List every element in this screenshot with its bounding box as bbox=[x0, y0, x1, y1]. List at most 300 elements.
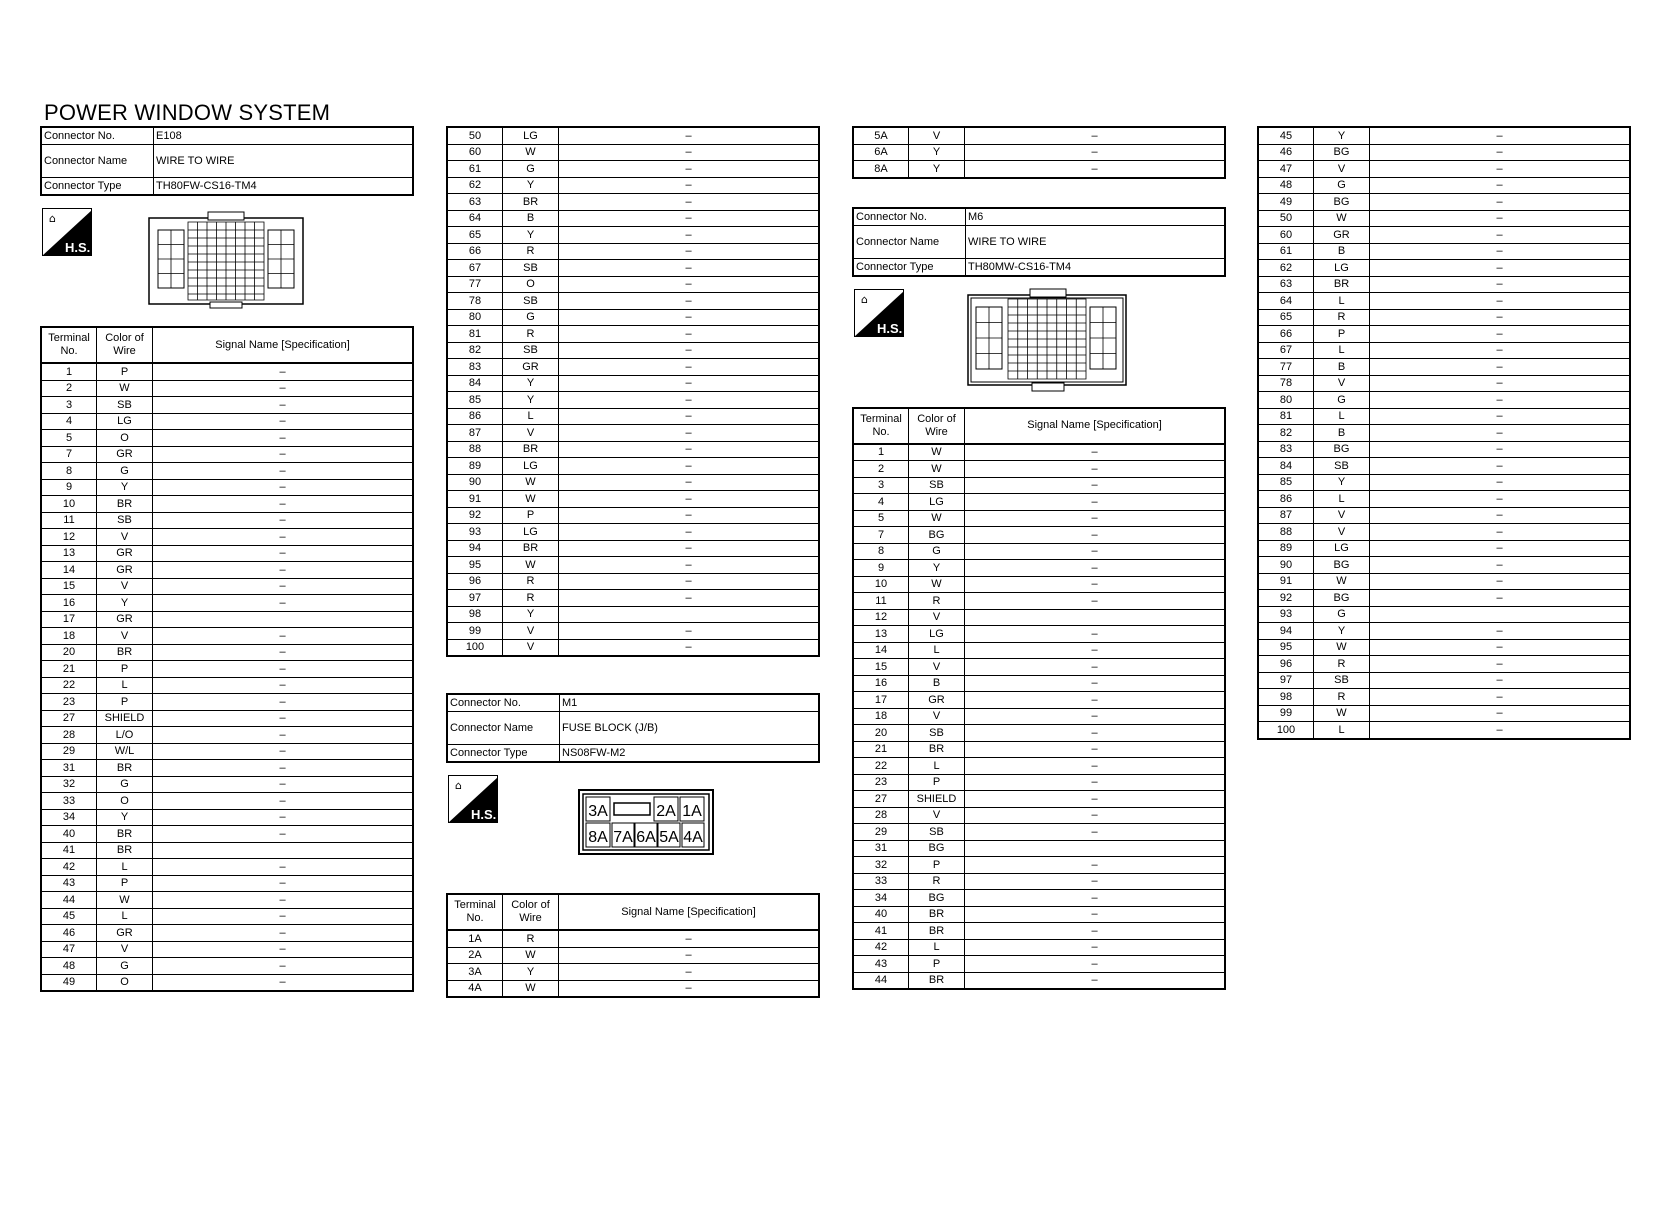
terminal-table-e108 bbox=[40, 326, 414, 992]
wire-color-cell: P bbox=[909, 956, 965, 973]
terminal-no-cell: 77 bbox=[447, 276, 503, 293]
signal-name-cell: – bbox=[1370, 458, 1631, 475]
signal-name-cell: – bbox=[559, 293, 820, 310]
hs-badge-text: H.S. bbox=[877, 320, 903, 336]
color-of-wire-header: Color of Wire bbox=[503, 894, 559, 930]
table-row bbox=[447, 425, 819, 442]
wire-color-cell: BR bbox=[503, 540, 559, 557]
terminal-no-cell: 23 bbox=[853, 774, 909, 791]
wire-color-cell: BG bbox=[909, 840, 965, 857]
terminal-no-cell: 80 bbox=[447, 309, 503, 326]
wire-color-cell: W bbox=[909, 576, 965, 593]
terminal-no-cell: 4 bbox=[853, 494, 909, 511]
signal-name-cell: – bbox=[559, 227, 820, 244]
wire-color-cell: BR bbox=[909, 906, 965, 923]
table-row bbox=[41, 413, 413, 430]
signal-name-cell: – bbox=[965, 939, 1226, 956]
table-row bbox=[1258, 293, 1630, 310]
wire-color-cell: BG bbox=[1314, 590, 1370, 607]
wire-color-cell: V bbox=[97, 941, 153, 958]
signal-name-cell bbox=[153, 842, 414, 859]
wire-color-cell: B bbox=[503, 210, 559, 227]
table-row bbox=[41, 512, 413, 529]
signal-name-cell: – bbox=[965, 626, 1226, 643]
terminal-no-cell: 49 bbox=[41, 974, 97, 991]
signal-name-cell: – bbox=[1370, 210, 1631, 227]
table-row bbox=[41, 743, 413, 760]
terminal-no-cell: 13 bbox=[41, 545, 97, 562]
table-row bbox=[447, 408, 819, 425]
terminal-no-cell: 31 bbox=[853, 840, 909, 857]
signal-name-cell: – bbox=[153, 925, 414, 942]
table-row bbox=[447, 260, 819, 277]
signal-name-cell bbox=[965, 840, 1226, 857]
table-row bbox=[41, 644, 413, 661]
table-row bbox=[447, 474, 819, 491]
connector-name-label: Connector Name bbox=[853, 225, 966, 258]
table-row bbox=[853, 774, 1225, 791]
terminal-no-cell: 81 bbox=[447, 326, 503, 343]
connector-type-value: NS08FW-M2 bbox=[560, 745, 820, 763]
wire-color-cell: BR bbox=[97, 842, 153, 859]
table-row bbox=[41, 545, 413, 562]
table-row bbox=[41, 397, 413, 414]
terminal-no-cell: 82 bbox=[447, 342, 503, 359]
terminal-no-cell: 13 bbox=[853, 626, 909, 643]
connector-type-value: TH80MW-CS16-TM4 bbox=[966, 258, 1226, 276]
table-row bbox=[1258, 375, 1630, 392]
table-row bbox=[41, 710, 413, 727]
wire-color-cell: LG bbox=[503, 458, 559, 475]
terminal-no-cell: 99 bbox=[447, 623, 503, 640]
table-row bbox=[41, 529, 413, 546]
signal-name-cell: – bbox=[1370, 491, 1631, 508]
wire-color-cell: Y bbox=[909, 144, 965, 161]
signal-name-cell: – bbox=[153, 578, 414, 595]
table-row bbox=[853, 510, 1225, 527]
wire-color-cell: L bbox=[909, 642, 965, 659]
terminal-no-cell: 77 bbox=[1258, 359, 1314, 376]
wire-color-cell: V bbox=[503, 425, 559, 442]
signal-name-cell: – bbox=[559, 507, 820, 524]
table-row bbox=[853, 477, 1225, 494]
signal-name-cell: – bbox=[1370, 441, 1631, 458]
signal-name-cell: – bbox=[965, 890, 1226, 907]
table-row bbox=[447, 639, 819, 656]
terminal-no-cell: 80 bbox=[1258, 392, 1314, 409]
signal-name-cell: – bbox=[1370, 623, 1631, 640]
wire-color-cell: GR bbox=[97, 446, 153, 463]
terminal-no-header: Terminal No. bbox=[41, 327, 97, 363]
wire-color-cell: SB bbox=[97, 397, 153, 414]
signal-name-header: Signal Name [Specification] bbox=[559, 894, 820, 930]
terminal-no-cell: 65 bbox=[447, 227, 503, 244]
signal-name-cell: – bbox=[153, 463, 414, 480]
table-row bbox=[41, 727, 413, 744]
table-row bbox=[853, 840, 1225, 857]
terminal-no-cell: 93 bbox=[447, 524, 503, 541]
signal-name-cell: – bbox=[965, 560, 1226, 577]
terminal-no-cell: 95 bbox=[447, 557, 503, 574]
table-row bbox=[41, 875, 413, 892]
terminal-table-m6-cont bbox=[1257, 126, 1631, 740]
table-row bbox=[853, 923, 1225, 940]
color-of-wire-header: Color of Wire bbox=[97, 327, 153, 363]
signal-name-cell: – bbox=[559, 194, 820, 211]
wire-color-cell: B bbox=[1314, 359, 1370, 376]
wire-color-cell: Y bbox=[97, 595, 153, 612]
wire-color-cell: V bbox=[909, 807, 965, 824]
table-row bbox=[41, 595, 413, 612]
connector-no-value: E108 bbox=[154, 127, 414, 145]
wire-color-cell: P bbox=[1314, 326, 1370, 343]
signal-name-cell: – bbox=[1370, 689, 1631, 706]
wire-color-cell: W bbox=[503, 980, 559, 997]
wire-color-cell: R bbox=[503, 326, 559, 343]
signal-name-cell: – bbox=[559, 359, 820, 376]
wire-color-cell: V bbox=[909, 708, 965, 725]
connector-name-label: Connector Name bbox=[447, 712, 560, 745]
table-row bbox=[1258, 243, 1630, 260]
wire-color-cell: BR bbox=[909, 923, 965, 940]
terminal-no-cell: 16 bbox=[853, 675, 909, 692]
column-4 bbox=[1257, 126, 1631, 740]
signal-name-cell bbox=[965, 609, 1226, 626]
table-row bbox=[1258, 540, 1630, 557]
terminal-no-cell: 3 bbox=[41, 397, 97, 414]
wire-color-cell: GR bbox=[97, 545, 153, 562]
signal-name-cell: – bbox=[965, 510, 1226, 527]
table-row bbox=[41, 380, 413, 397]
wire-color-cell: V bbox=[1314, 524, 1370, 541]
table-row bbox=[853, 593, 1225, 610]
terminal-table-e108-cont bbox=[446, 126, 820, 657]
terminal-no-cell: 15 bbox=[853, 659, 909, 676]
table-row bbox=[447, 293, 819, 310]
signal-name-cell: – bbox=[559, 491, 820, 508]
terminal-no-cell: 1 bbox=[41, 363, 97, 380]
signal-name-header: Signal Name [Specification] bbox=[965, 408, 1226, 444]
terminal-no-cell: 8 bbox=[853, 543, 909, 560]
table-row bbox=[1258, 705, 1630, 722]
wire-color-cell: G bbox=[1314, 177, 1370, 194]
table-row bbox=[447, 441, 819, 458]
connector-visual-m1 bbox=[446, 763, 820, 893]
terminal-no-cell: 2A bbox=[447, 947, 503, 964]
signal-name-cell: – bbox=[1370, 573, 1631, 590]
connector-info-m6 bbox=[852, 207, 1226, 277]
signal-name-cell: – bbox=[965, 461, 1226, 478]
terminal-no-cell: 20 bbox=[853, 725, 909, 742]
wire-color-cell: SB bbox=[1314, 458, 1370, 475]
wire-color-cell: LG bbox=[503, 127, 559, 144]
table-row bbox=[447, 144, 819, 161]
table-row bbox=[1258, 161, 1630, 178]
wire-color-cell: SB bbox=[1314, 672, 1370, 689]
terminal-no-cell: 18 bbox=[853, 708, 909, 725]
terminal-no-cell: 32 bbox=[41, 776, 97, 793]
wire-color-cell: W bbox=[909, 461, 965, 478]
wire-color-cell: G bbox=[97, 463, 153, 480]
signal-name-cell: – bbox=[153, 397, 414, 414]
connector-type-label: Connector Type bbox=[41, 178, 154, 196]
wire-color-cell: G bbox=[1314, 392, 1370, 409]
wire-color-cell: BG bbox=[1314, 557, 1370, 574]
table-row bbox=[41, 661, 413, 678]
terminal-no-cell: 64 bbox=[1258, 293, 1314, 310]
wire-color-cell: W bbox=[1314, 573, 1370, 590]
table-row bbox=[853, 972, 1225, 989]
wire-color-cell: O bbox=[97, 793, 153, 810]
terminal-no-cell: 90 bbox=[447, 474, 503, 491]
wire-color-cell: L bbox=[97, 859, 153, 876]
table-row bbox=[1258, 573, 1630, 590]
terminal-no-cell: 49 bbox=[1258, 194, 1314, 211]
terminal-no-cell: 63 bbox=[447, 194, 503, 211]
wire-color-cell: W bbox=[503, 947, 559, 964]
wire-color-cell: Y bbox=[1314, 127, 1370, 144]
table-row bbox=[1258, 309, 1630, 326]
wire-color-cell: GR bbox=[97, 925, 153, 942]
signal-name-cell bbox=[559, 606, 820, 623]
signal-name-cell: – bbox=[965, 956, 1226, 973]
terminal-no-cell: 28 bbox=[41, 727, 97, 744]
table-row bbox=[853, 741, 1225, 758]
signal-name-cell: – bbox=[153, 826, 414, 843]
terminal-no-cell: 94 bbox=[447, 540, 503, 557]
wire-color-cell: W bbox=[97, 380, 153, 397]
signal-name-cell: – bbox=[1370, 227, 1631, 244]
signal-name-cell: – bbox=[153, 446, 414, 463]
wire-color-cell: L bbox=[1314, 491, 1370, 508]
terminal-no-cell: 92 bbox=[447, 507, 503, 524]
table-row bbox=[1258, 722, 1630, 739]
wire-color-cell: L bbox=[97, 677, 153, 694]
signal-name-cell: – bbox=[559, 458, 820, 475]
wire-color-cell: BG bbox=[1314, 441, 1370, 458]
wire-color-cell: LG bbox=[97, 413, 153, 430]
table-row bbox=[1258, 359, 1630, 376]
wire-color-cell: P bbox=[97, 875, 153, 892]
terminal-no-cell: 12 bbox=[41, 529, 97, 546]
wire-color-cell: BR bbox=[503, 194, 559, 211]
terminal-no-cell: 17 bbox=[853, 692, 909, 709]
wire-color-cell: W bbox=[1314, 210, 1370, 227]
signal-name-cell: – bbox=[559, 177, 820, 194]
signal-name-cell: – bbox=[559, 243, 820, 260]
wire-color-cell: P bbox=[909, 774, 965, 791]
hs-badge-text: H.S. bbox=[65, 240, 91, 255]
wire-color-cell: SB bbox=[503, 260, 559, 277]
wire-color-cell: GR bbox=[909, 692, 965, 709]
signal-name-cell: – bbox=[1370, 540, 1631, 557]
table-row bbox=[853, 543, 1225, 560]
signal-name-cell: – bbox=[1370, 705, 1631, 722]
signal-name-cell: – bbox=[153, 595, 414, 612]
signal-name-cell: – bbox=[965, 543, 1226, 560]
wire-color-cell: W bbox=[1314, 705, 1370, 722]
table-row bbox=[1258, 656, 1630, 673]
table-row bbox=[853, 144, 1225, 161]
table-row bbox=[1258, 672, 1630, 689]
terminal-no-cell: 23 bbox=[41, 694, 97, 711]
cavity-label: 1A bbox=[682, 803, 702, 820]
terminal-no-cell: 96 bbox=[447, 573, 503, 590]
table-row bbox=[41, 908, 413, 925]
signal-name-cell: – bbox=[559, 524, 820, 541]
terminal-no-cell: 48 bbox=[1258, 177, 1314, 194]
wire-color-cell: V bbox=[503, 623, 559, 640]
terminal-no-cell: 97 bbox=[1258, 672, 1314, 689]
wire-color-cell: R bbox=[503, 573, 559, 590]
wire-color-cell: V bbox=[97, 578, 153, 595]
table-row bbox=[853, 939, 1225, 956]
terminal-no-cell: 10 bbox=[853, 576, 909, 593]
table-row bbox=[853, 161, 1225, 178]
table-row bbox=[1258, 127, 1630, 144]
terminal-no-cell: 22 bbox=[853, 758, 909, 775]
wire-color-cell: SHIELD bbox=[97, 710, 153, 727]
table-row bbox=[1258, 474, 1630, 491]
signal-name-cell: – bbox=[965, 972, 1226, 989]
signal-name-cell: – bbox=[965, 527, 1226, 544]
signal-name-cell: – bbox=[153, 677, 414, 694]
wire-color-cell: L bbox=[1314, 722, 1370, 739]
signal-name-cell: – bbox=[1370, 722, 1631, 739]
signal-name-cell: – bbox=[1370, 639, 1631, 656]
signal-name-cell: – bbox=[153, 644, 414, 661]
terminal-no-cell: 42 bbox=[853, 939, 909, 956]
table-row bbox=[853, 956, 1225, 973]
wire-color-cell: W bbox=[97, 892, 153, 909]
table-row bbox=[853, 791, 1225, 808]
signal-name-cell: – bbox=[153, 793, 414, 810]
terminal-no-cell: 83 bbox=[1258, 441, 1314, 458]
signal-name-cell: – bbox=[153, 628, 414, 645]
wire-color-cell: R bbox=[1314, 309, 1370, 326]
wire-color-cell: V bbox=[97, 529, 153, 546]
signal-name-cell: – bbox=[965, 873, 1226, 890]
cavity-label: 6A bbox=[636, 829, 656, 846]
signal-name-cell: – bbox=[153, 908, 414, 925]
table-row bbox=[447, 980, 819, 997]
wire-color-cell: LG bbox=[503, 524, 559, 541]
table-row bbox=[41, 974, 413, 991]
table-row bbox=[1258, 623, 1630, 640]
signal-name-cell: – bbox=[965, 692, 1226, 709]
terminal-no-cell: 43 bbox=[41, 875, 97, 892]
wire-color-cell: BR bbox=[97, 826, 153, 843]
terminal-no-cell: 2 bbox=[853, 461, 909, 478]
signal-name-cell: – bbox=[1370, 408, 1631, 425]
signal-name-cell: – bbox=[153, 529, 414, 546]
wire-color-cell: V bbox=[1314, 507, 1370, 524]
signal-name-cell: – bbox=[965, 494, 1226, 511]
terminal-no-cell: 98 bbox=[447, 606, 503, 623]
signal-name-cell: – bbox=[559, 260, 820, 277]
wire-color-cell: Y bbox=[97, 809, 153, 826]
terminal-no-cell: 78 bbox=[1258, 375, 1314, 392]
wire-color-cell: V bbox=[97, 628, 153, 645]
wire-color-cell: R bbox=[1314, 656, 1370, 673]
wire-color-cell: O bbox=[97, 974, 153, 991]
terminal-no-cell: 46 bbox=[41, 925, 97, 942]
signal-name-cell: – bbox=[153, 479, 414, 496]
terminal-no-cell: 28 bbox=[853, 807, 909, 824]
signal-name-cell: – bbox=[153, 661, 414, 678]
wire-color-cell: BR bbox=[503, 441, 559, 458]
wire-color-cell: W/L bbox=[97, 743, 153, 760]
signal-name-cell: – bbox=[153, 562, 414, 579]
table-row bbox=[41, 842, 413, 859]
table-row bbox=[41, 446, 413, 463]
signal-name-cell: – bbox=[965, 774, 1226, 791]
wire-color-cell: V bbox=[909, 609, 965, 626]
terminal-no-cell: 67 bbox=[447, 260, 503, 277]
terminal-no-cell: 21 bbox=[853, 741, 909, 758]
wire-color-cell: Y bbox=[503, 606, 559, 623]
signal-name-cell: – bbox=[965, 477, 1226, 494]
table-row bbox=[41, 925, 413, 942]
wire-color-cell: V bbox=[909, 659, 965, 676]
table-row bbox=[447, 392, 819, 409]
wire-color-cell: P bbox=[97, 694, 153, 711]
wire-color-cell: G bbox=[909, 543, 965, 560]
terminal-no-cell: 85 bbox=[447, 392, 503, 409]
table-row bbox=[447, 930, 819, 947]
terminal-no-cell: 65 bbox=[1258, 309, 1314, 326]
wire-color-cell: BG bbox=[1314, 144, 1370, 161]
table-row bbox=[447, 964, 819, 981]
table-row bbox=[41, 859, 413, 876]
signal-name-cell: – bbox=[559, 964, 820, 981]
signal-name-cell: – bbox=[559, 392, 820, 409]
signal-name-cell: – bbox=[153, 958, 414, 975]
terminal-no-cell: 12 bbox=[853, 609, 909, 626]
table-row bbox=[1258, 491, 1630, 508]
signal-name-cell: – bbox=[965, 642, 1226, 659]
terminal-no-cell: 86 bbox=[1258, 491, 1314, 508]
table-row bbox=[447, 507, 819, 524]
signal-name-cell: – bbox=[1370, 161, 1631, 178]
terminal-no-cell: 88 bbox=[1258, 524, 1314, 541]
wire-color-cell: GR bbox=[503, 359, 559, 376]
signal-name-cell: – bbox=[153, 413, 414, 430]
wire-color-cell: W bbox=[909, 510, 965, 527]
terminal-no-cell: 97 bbox=[447, 590, 503, 607]
terminal-no-cell: 11 bbox=[853, 593, 909, 610]
signal-name-cell: – bbox=[559, 276, 820, 293]
wire-color-cell: Y bbox=[909, 161, 965, 178]
wire-color-cell: G bbox=[503, 309, 559, 326]
wire-color-cell: Y bbox=[503, 392, 559, 409]
signal-name-cell: – bbox=[559, 425, 820, 442]
connector-name-label: Connector Name bbox=[41, 145, 154, 178]
wire-color-cell: BR bbox=[97, 760, 153, 777]
table-row bbox=[853, 444, 1225, 461]
signal-name-cell: – bbox=[1370, 260, 1631, 277]
column-2 bbox=[446, 126, 820, 998]
connector-type-value: TH80FW-CS16-TM4 bbox=[154, 178, 414, 196]
table-row bbox=[41, 578, 413, 595]
terminal-no-cell: 60 bbox=[1258, 227, 1314, 244]
table-row bbox=[447, 127, 819, 144]
terminal-no-cell: 87 bbox=[447, 425, 503, 442]
terminal-no-cell: 66 bbox=[1258, 326, 1314, 343]
table-row bbox=[447, 276, 819, 293]
signal-name-cell bbox=[1370, 606, 1631, 623]
wire-color-cell: G bbox=[503, 161, 559, 178]
